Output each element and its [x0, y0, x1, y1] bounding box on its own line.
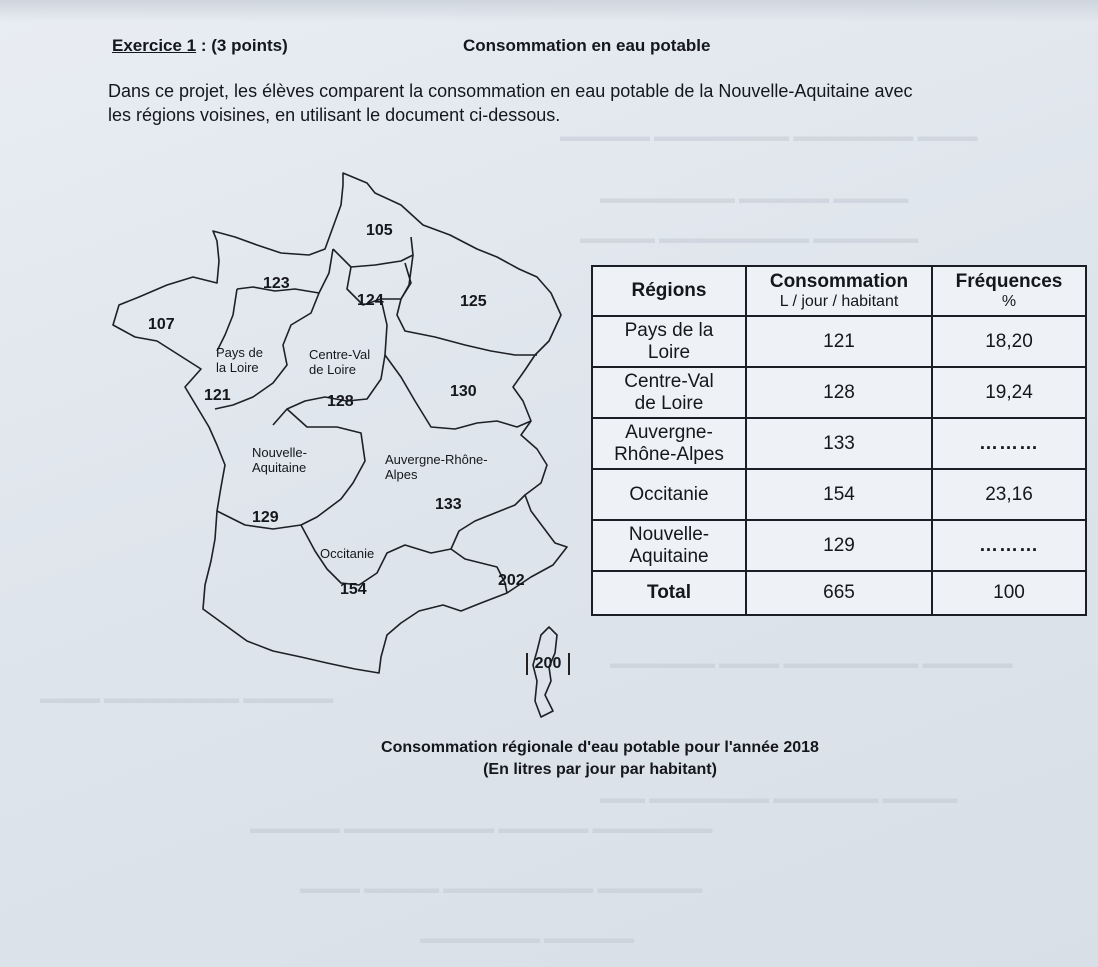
region-line: Auvergne-	[625, 421, 713, 443]
header-frequency-unit: %	[1001, 293, 1017, 310]
cell-consumption: 154	[746, 469, 932, 520]
intro-line: les régions voisines, en utilisant le document ci-dessous.	[108, 105, 561, 125]
table-row	[592, 418, 1086, 469]
region-line: Nouvelle-	[628, 523, 710, 545]
header-frequency	[932, 266, 1086, 316]
intro-line: Dans ce projet, les élèves comparent la consommation en eau potable de la Nouvelle-Aquitaine avec	[108, 81, 913, 101]
map-name-nouvelle-aquitaine	[252, 445, 307, 475]
map-name-centre-val-de-loire	[309, 347, 370, 377]
bleed-through-text: ▬▬▬▬ ▬▬▬▬▬▬▬▬ ▬▬▬▬▬▬▬▬▬ ▬▬▬▬▬▬	[560, 128, 978, 145]
cell-consumption: 121	[746, 316, 932, 367]
map-name-line: Centre-Val	[309, 347, 371, 362]
map-name-occitanie: Occitanie	[320, 546, 375, 561]
cell-frequency-blank[interactable]	[932, 418, 1086, 469]
header-regions-label: Régions	[631, 280, 707, 301]
cell-region	[592, 418, 746, 469]
cell-region	[592, 520, 746, 571]
map-value-centre-val-de-loire: 128	[327, 393, 354, 410]
answer-blank[interactable]: ………	[979, 534, 1039, 556]
cell-consumption: 133	[746, 418, 932, 469]
page-edge-shadow	[0, 0, 1098, 22]
map-value-nouvelle-aquitaine: 129	[252, 509, 279, 526]
map-value-corse: 200	[526, 653, 570, 675]
header-regions	[592, 266, 746, 316]
cell-consumption: 128	[746, 367, 932, 418]
region-line: Pays de la	[624, 319, 714, 341]
table-row	[592, 469, 1086, 520]
bleed-through-text: ▬▬▬▬▬ ▬▬▬▬▬▬ ▬▬▬▬▬▬▬▬▬	[600, 190, 909, 207]
table-row	[592, 367, 1086, 418]
map-name-line: de Loire	[309, 362, 356, 377]
exercise-heading	[112, 36, 812, 60]
map-caption-subtitle: (En litres par jour par habitant)	[483, 761, 717, 778]
map-caption	[300, 737, 900, 781]
france-regions-map	[105, 165, 580, 725]
region-line: Rhône-Alpes	[614, 443, 724, 465]
map-value-pays-de-la-loire: 121	[204, 387, 231, 404]
exercise-title: Consommation en eau potable	[463, 36, 711, 55]
intro-paragraph	[108, 79, 1048, 127]
table-row	[592, 316, 1086, 367]
header-consumption-label: Consommation	[769, 271, 909, 292]
header-consumption-unit: L / jour / habitant	[779, 293, 899, 310]
header-consumption	[746, 266, 932, 316]
map-name-line: Pays de	[216, 345, 263, 360]
exercise-label	[112, 36, 288, 56]
table-total-row	[592, 571, 1086, 615]
bleed-through-text: ▬▬▬▬▬ ▬▬▬▬▬▬▬ ▬▬▬▬▬▬▬▬ ▬▬▬	[600, 790, 958, 807]
map-value-paca: 202	[498, 572, 525, 589]
map-value-auvergne-rhone-alpes: 133	[435, 496, 462, 513]
region-line: Occitanie	[629, 483, 709, 505]
consumption-table	[591, 265, 1087, 616]
region-line: Loire	[647, 341, 691, 363]
region-line: Centre-Val	[624, 370, 714, 392]
cell-region	[592, 316, 746, 367]
map-name-line: Auvergne-Rhône-	[385, 452, 488, 467]
map-caption-title: Consommation régionale d'eau potable pour l'année 2018	[381, 739, 819, 756]
region-line: de Loire	[634, 392, 704, 414]
map-name-pays-de-la-loire	[216, 345, 263, 375]
map-value-hauts-de-france: 105	[366, 222, 393, 239]
cell-frequency: 23,16	[932, 469, 1086, 520]
map-name-line: la Loire	[216, 360, 259, 375]
cell-frequency-blank[interactable]	[932, 520, 1086, 571]
border-ara-paca	[451, 495, 525, 549]
header-frequency-label: Fréquences	[955, 271, 1063, 292]
map-value-normandie: 123	[263, 275, 290, 292]
exercise-points: : (3 points)	[196, 36, 288, 55]
bleed-through-text: ▬▬▬▬▬▬▬ ▬▬▬▬▬▬▬▬▬▬ ▬▬▬▬▬	[580, 230, 919, 247]
bleed-through-text: ▬▬▬▬▬▬▬▬ ▬▬▬▬▬▬ ▬▬▬▬▬▬▬▬▬▬ ▬▬▬▬▬▬	[250, 820, 713, 837]
cell-frequency: 18,20	[932, 316, 1086, 367]
table-row	[592, 520, 1086, 571]
exercise-number: Exercice 1	[112, 36, 197, 55]
cell-region	[592, 469, 746, 520]
map-value-occitanie: 154	[340, 581, 367, 598]
bleed-through-text: ▬▬▬▬▬▬ ▬▬▬▬▬▬▬▬	[420, 930, 635, 947]
cell-consumption: 129	[746, 520, 932, 571]
bleed-through-text: ▬▬▬▬▬▬ ▬▬▬▬▬▬▬▬▬ ▬▬▬▬ ▬▬▬▬▬▬▬	[610, 655, 1013, 672]
cell-region	[592, 367, 746, 418]
cell-total-label: Total	[592, 571, 746, 615]
bleed-through-text: ▬▬▬▬▬▬ ▬▬▬▬▬▬▬▬▬ ▬▬▬▬	[40, 690, 334, 707]
map-value-grand-est: 125	[460, 293, 487, 310]
map-name-line: Alpes	[385, 467, 418, 482]
cell-total-consumption: 665	[746, 571, 932, 615]
cell-total-frequency: 100	[932, 571, 1086, 615]
table-header-row	[592, 266, 1086, 316]
answer-blank[interactable]: ………	[979, 432, 1039, 454]
map-value-bourgogne-franche-comte: 130	[450, 383, 477, 400]
bleed-through-text: ▬▬▬▬▬▬▬ ▬▬▬▬▬▬▬▬▬▬ ▬▬▬▬▬ ▬▬▬▬	[300, 880, 703, 897]
map-name-line: Nouvelle-	[252, 445, 307, 460]
map-value-ile-de-france: 124	[357, 292, 384, 309]
region-line: Aquitaine	[629, 545, 709, 567]
border-bretagne	[217, 289, 237, 351]
cell-frequency: 19,24	[932, 367, 1086, 418]
map-name-line: Aquitaine	[252, 460, 307, 475]
map-name-auvergne-rhone-alpes	[385, 452, 488, 482]
map-value-bretagne: 107	[148, 316, 175, 333]
border-hdf	[333, 237, 413, 267]
